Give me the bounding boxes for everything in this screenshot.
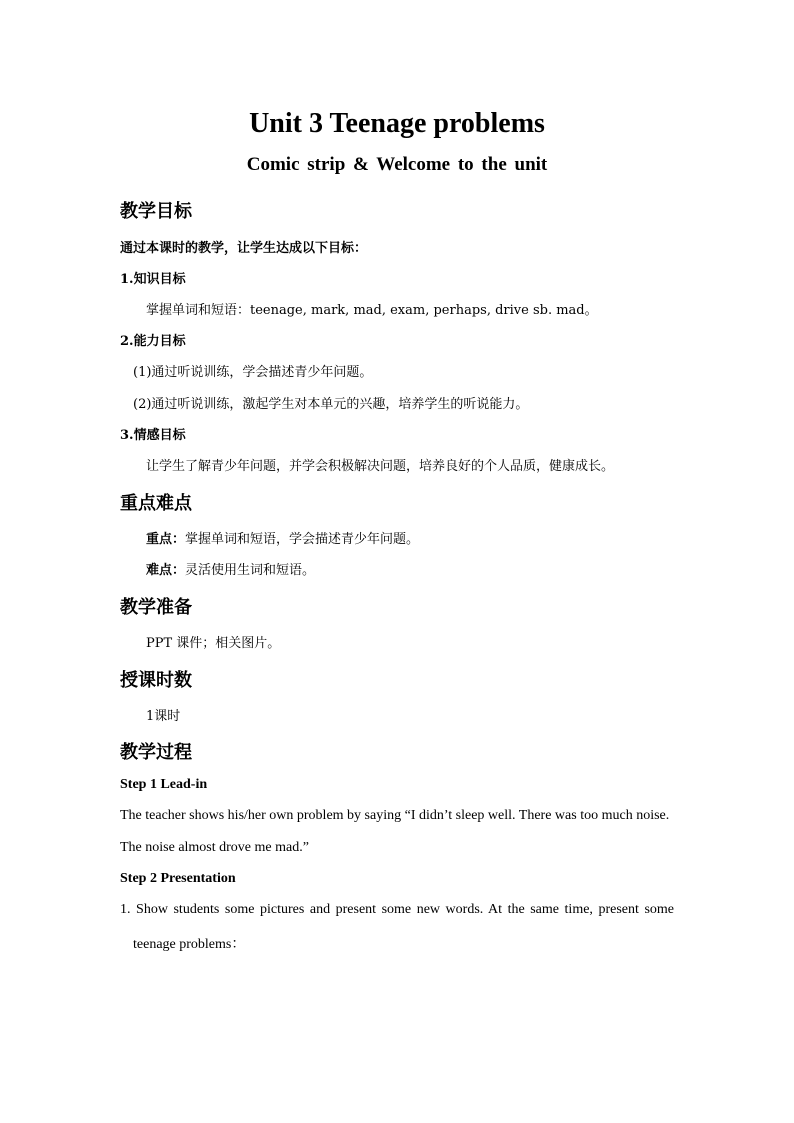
step1-line-2: The noise almost drove me mad.” — [120, 840, 309, 855]
document-title: Unit 3 Teenage problems — [249, 108, 545, 139]
emotion-heading: 3.情感目标 — [120, 428, 186, 443]
preparation-heading: 教学准备 — [120, 597, 192, 618]
document-subtitle: Comic strip & Welcome to the unit — [246, 154, 548, 175]
objectives-intro: 通过本课时的教学，让学生达成以下目标： — [120, 241, 368, 256]
step1-line-1: The teacher shows his/her own problem by saying “I didn’t sleep well. There was too much noise. — [120, 808, 670, 823]
key-points-heading: 重点难点 — [120, 493, 192, 514]
hours-heading: 授课时数 — [120, 670, 192, 691]
ability-item-1: (1)通过听说训练，学会描述青少年问题。 — [133, 365, 373, 380]
knowledge-heading: 1.知识目标 — [120, 272, 186, 287]
difficult-point-label: 难点： — [146, 563, 186, 578]
ability-item-2: (2)通过听说训练，激起学生对本单元的兴趣，培养学生的听说能力。 — [133, 397, 529, 412]
process-heading: 教学过程 — [120, 742, 192, 763]
step2-line-2: teenage problems： — [133, 937, 246, 952]
preparation-text: PPT 课件；相关图片。 — [146, 636, 281, 651]
difficult-point-text: 灵活使用生词和短语。 — [185, 563, 316, 578]
key-point-text: 掌握单词和短语，学会描述青少年问题。 — [185, 532, 420, 547]
step2-title: Step 2 Presentation — [120, 871, 236, 886]
knowledge-text: 掌握单词和短语：teenage, mark, mad, exam, perhaps, drive sb. mad。 — [146, 303, 598, 318]
key-point-label: 重点： — [146, 532, 186, 547]
ability-heading: 2.能力目标 — [120, 334, 186, 349]
emotion-text: 让学生了解青少年问题，并学会积极解决问题，培养良好的个人品质，健康成长。 — [146, 459, 615, 474]
difficult-point-line — [146, 559, 315, 578]
key-point-line — [146, 528, 419, 547]
objectives-heading: 教学目标 — [120, 201, 192, 222]
step2-line-1: 1. Show students some pictures and present some new words. At the same time, present some — [120, 902, 674, 917]
hours-text: 1课时 — [146, 709, 181, 724]
step1-title: Step 1 Lead-in — [120, 777, 208, 792]
